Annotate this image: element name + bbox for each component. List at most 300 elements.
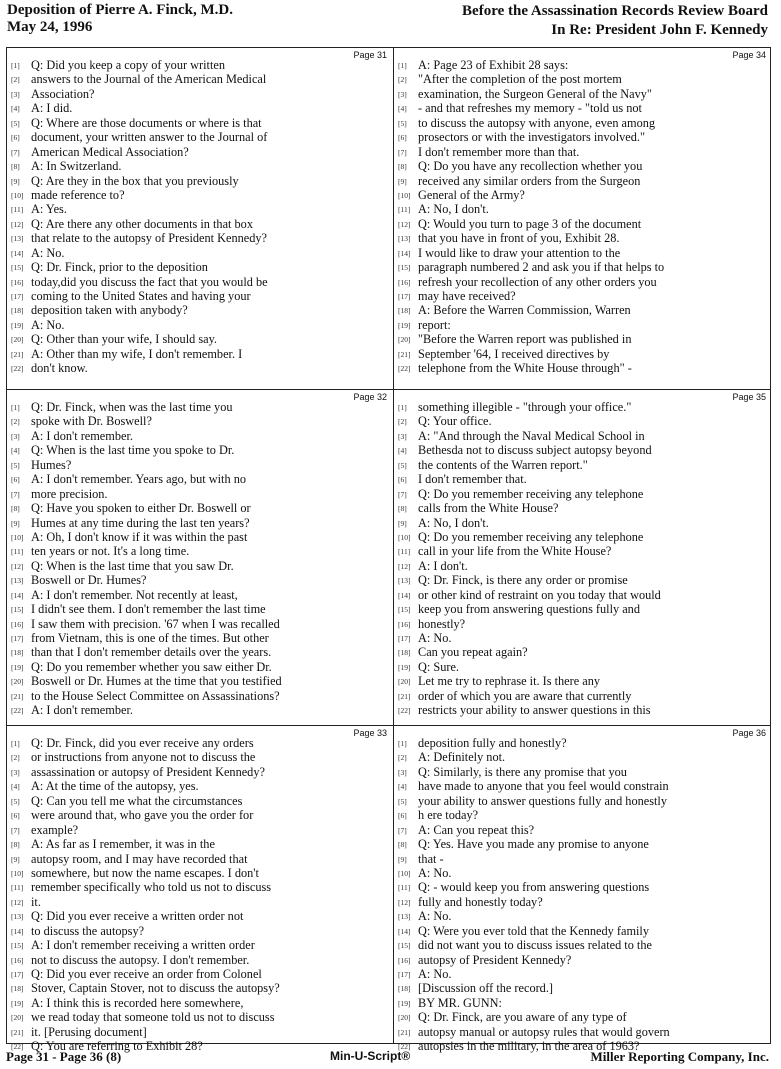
line-number: [14]: [11, 590, 24, 600]
transcript-line: [398, 72, 770, 86]
line-text: autopsy manual or autopsy rules that would govern: [418, 1024, 670, 1039]
transcript-line: [11, 588, 391, 602]
line-number: [9]: [398, 854, 407, 864]
line-number: [7]: [11, 147, 20, 157]
line-number: [20]: [11, 1013, 24, 1023]
line-text: Q: Are they in the box that you previously: [31, 173, 239, 188]
line-text: Q: Dr. Finck, did you ever receive any orders: [31, 736, 254, 750]
line-text: ten years or not. It's a long time.: [31, 544, 190, 559]
transcript-line: [11, 617, 391, 631]
transcript-line: [11, 231, 391, 245]
line-number: [22]: [11, 706, 24, 716]
transcript-line: [398, 472, 770, 486]
line-text: Humes at any time during the last ten years?: [31, 515, 250, 530]
line-number: [2]: [11, 417, 20, 427]
line-text: A: No.: [418, 865, 452, 880]
transcript-line: [398, 159, 770, 173]
transcript-line: [11, 289, 391, 303]
transcript-line: [11, 275, 391, 289]
line-number: [19]: [11, 998, 24, 1008]
line-text: A: Oh, I don't know if it was within the past: [31, 529, 248, 544]
line-number: [11]: [398, 883, 411, 893]
line-text: Bethesda not to discuss subject autopsy beyond: [418, 443, 652, 458]
transcript-line: [398, 130, 770, 144]
line-number: [3]: [398, 89, 407, 99]
transcript-line: [11, 981, 391, 995]
transcript-line: [398, 87, 770, 101]
line-number: [8]: [398, 162, 407, 172]
transcript-line: [398, 116, 770, 130]
line-text: A: Definitely not.: [418, 750, 506, 765]
line-number: [16]: [398, 619, 411, 629]
line-text: autopsies in the military, in the area of 1963?: [418, 1039, 640, 1054]
line-text: Q: Were you ever told that the Kennedy family: [418, 923, 649, 938]
line-text: "After the completion of the post mortem: [418, 72, 622, 87]
transcript-line: [11, 332, 391, 346]
line-text: "Before the Warren report was published in: [418, 332, 632, 347]
line-number: [13]: [11, 576, 24, 586]
transcript-line: [11, 631, 391, 645]
line-number: [10]: [398, 190, 411, 200]
line-number: [11]: [11, 205, 24, 215]
transcript-line: [398, 967, 770, 981]
line-number: [7]: [11, 489, 20, 499]
transcript-line: [398, 996, 770, 1010]
transcript-line: [398, 188, 770, 202]
line-number: [3]: [398, 431, 407, 441]
line-text: Boswell or Dr. Humes?: [31, 573, 147, 588]
line-number: [1]: [398, 61, 407, 70]
transcript-lines: [398, 58, 770, 376]
line-text: A: No.: [31, 317, 65, 332]
line-number: [2]: [398, 753, 407, 763]
line-number: [1]: [398, 403, 407, 412]
transcript-line: [398, 544, 770, 558]
line-text: somewhere, but now the name escapes. I don't: [31, 865, 259, 880]
line-text: Q: Dr. Finck, is there any order or promise: [418, 573, 628, 588]
line-text: your ability to answer questions fully and honestly: [418, 793, 667, 808]
transcript-line: [11, 116, 391, 130]
transcript-line: [398, 1010, 770, 1024]
transcript-line: [398, 573, 770, 587]
line-text: A: Page 23 of Exhibit 28 says:: [418, 58, 569, 72]
line-text: A: I don't remember.: [31, 428, 133, 443]
transcript-line: [11, 837, 391, 851]
line-number: [18]: [11, 984, 24, 994]
line-number: [16]: [398, 277, 411, 287]
transcript-line: [398, 58, 770, 72]
line-number: [15]: [11, 263, 24, 273]
line-text: A: No.: [418, 909, 452, 924]
transcript-page: [398, 48, 770, 388]
transcript-lines: [11, 58, 391, 376]
line-number: [11]: [11, 547, 24, 557]
line-number: [7]: [398, 825, 407, 835]
line-number: [6]: [11, 811, 20, 821]
line-text: A: Yes.: [31, 202, 67, 217]
transcript-line: [11, 101, 391, 115]
line-text: Q: Have you spoken to either Dr. Boswell or: [31, 501, 251, 516]
line-number: [7]: [398, 489, 407, 499]
line-text: Humes?: [31, 457, 72, 472]
line-number: [21]: [11, 349, 24, 359]
transcript-line: [398, 275, 770, 289]
line-text: examination, the Surgeon General of the Navy": [418, 86, 652, 101]
line-number: [2]: [398, 417, 407, 427]
line-number: [6]: [398, 133, 407, 143]
transcript-line: [398, 559, 770, 573]
line-number: [21]: [11, 691, 24, 701]
transcript-line: [11, 246, 391, 260]
line-number: [9]: [398, 518, 407, 528]
transcript-line: [11, 736, 391, 750]
line-text: to discuss the autopsy?: [31, 923, 145, 938]
line-number: [3]: [11, 89, 20, 99]
line-text: document, your written answer to the Journal of: [31, 130, 268, 145]
line-text: today,did you discuss the fact that you would be: [31, 274, 268, 289]
page-number: Page 36: [732, 728, 766, 738]
transcript-line: [398, 703, 770, 717]
line-text: General of the Army?: [418, 187, 525, 202]
line-number: [17]: [11, 292, 24, 301]
transcript-line: [398, 924, 770, 938]
line-text: A: No, I don't.: [418, 202, 489, 217]
line-number: [17]: [398, 970, 411, 979]
line-text: Q: Did you ever receive an order from Colonel: [31, 967, 262, 981]
transcript-line: [11, 779, 391, 793]
line-number: [10]: [398, 532, 411, 542]
line-text: Q: Do you remember receiving any telephone: [418, 529, 644, 544]
transcript-line: [398, 953, 770, 967]
transcript-line: [11, 429, 391, 443]
transcript-line: [11, 72, 391, 86]
board-title: Before the Assassination Records Review Board: [462, 3, 768, 19]
line-text: A: I think this is recorded here somewhere,: [31, 995, 244, 1010]
line-text: Stover, Captain Stover, not to discuss the autopsy?: [31, 981, 280, 996]
deposition-date: May 24, 1996: [7, 19, 93, 35]
transcript-line: [398, 765, 770, 779]
line-text: honestly?: [418, 616, 466, 631]
line-number: [13]: [11, 912, 24, 922]
line-text: Q: Are there any other documents in that box: [31, 216, 253, 231]
line-text: A: In Switzerland.: [31, 159, 122, 174]
transcript-line: [398, 487, 770, 501]
page-number: Page 34: [732, 50, 766, 60]
line-text: or other kind of restraint on you today that would: [418, 587, 661, 602]
transcript-line: [398, 736, 770, 750]
line-text: telephone from the White House through" -: [418, 361, 632, 376]
line-number: [8]: [11, 840, 20, 850]
transcript-line: [398, 516, 770, 530]
transcript-line: [398, 332, 770, 346]
line-text: A: I don't remember. Years ago, but with no: [31, 472, 246, 487]
transcript-line: [11, 938, 391, 952]
transcript-line: [398, 174, 770, 188]
line-number: [4]: [11, 446, 20, 456]
line-number: [4]: [398, 782, 407, 792]
transcript-line: [11, 909, 391, 923]
line-text: call in your life from the White House?: [418, 544, 612, 559]
line-number: [5]: [11, 118, 20, 128]
line-number: [12]: [11, 897, 24, 907]
transcript-line: [398, 318, 770, 332]
line-text: fully and honestly today?: [418, 894, 543, 909]
min-u-script-mark: Min-U-Script®: [330, 1049, 411, 1063]
transcript-line: [398, 231, 770, 245]
line-text: calls from the White House?: [418, 501, 559, 516]
line-text: Q: Did you ever receive a written order not: [31, 909, 244, 924]
line-text: Q: Can you tell me what the circumstances: [31, 793, 243, 808]
line-number: [19]: [11, 320, 24, 330]
line-number: [18]: [398, 984, 411, 994]
line-number: [10]: [11, 190, 24, 200]
line-number: [2]: [398, 75, 407, 85]
line-number: [16]: [11, 277, 24, 287]
transcript-line: [398, 750, 770, 764]
line-text: Q: Do you have any recollection whether you: [418, 159, 643, 174]
line-text: Q: You are referring to Exhibit 28?: [31, 1039, 203, 1054]
line-number: [12]: [398, 897, 411, 907]
line-number: [11]: [398, 205, 411, 215]
transcript-lines: [398, 400, 770, 718]
transcript-line: [398, 938, 770, 952]
transcript-line: [11, 866, 391, 880]
transcript-line: [11, 602, 391, 616]
transcript-line: [398, 443, 770, 457]
line-number: [15]: [398, 263, 411, 273]
line-text: A: I did.: [31, 101, 73, 116]
transcript-line: [11, 361, 391, 375]
line-number: [19]: [398, 662, 411, 672]
line-text: refresh your recollection of any other orders you: [418, 274, 657, 289]
line-number: [20]: [11, 677, 24, 687]
line-text: Q: Yes. Have you made any promise to anyone: [418, 837, 649, 852]
line-text: the contents of the Warren report.": [418, 457, 588, 472]
line-text: - and that refreshes my memory - "told us not: [418, 101, 642, 116]
line-text: I don't remember that.: [418, 472, 527, 487]
line-text: remember specifically who told us not to discuss: [31, 880, 272, 895]
line-text: Q: When is the last time that you saw Dr.: [31, 558, 234, 573]
transcript-line: [11, 703, 391, 717]
transcript-line: [398, 880, 770, 894]
transcript-line: [11, 794, 391, 808]
transcript-line: [398, 645, 770, 659]
transcript-line: [398, 361, 770, 375]
transcript-line: [11, 573, 391, 587]
line-text: A: Other than my wife, I don't remember. I: [31, 346, 243, 361]
transcript-line: [398, 588, 770, 602]
line-text: Q: Similarly, is there any promise that you: [418, 764, 627, 779]
line-text: more precision.: [31, 486, 108, 501]
line-number: [9]: [11, 518, 20, 528]
transcript-line: [11, 808, 391, 822]
line-text: I don't remember more than that.: [418, 144, 580, 159]
line-number: [1]: [11, 739, 20, 748]
line-number: [16]: [11, 619, 24, 629]
line-text: A: "And through the Naval Medical School in: [418, 428, 645, 443]
line-number: [14]: [398, 926, 411, 936]
transcript-line: [398, 617, 770, 631]
line-text: prosectors or with the investigators involved.": [418, 130, 646, 145]
line-text: A: Before the Warren Commission, Warren: [418, 303, 631, 318]
line-number: [1]: [11, 61, 20, 70]
line-text: Q: Dr. Finck, prior to the deposition: [31, 260, 208, 275]
transcript-line: [398, 895, 770, 909]
transcript-line: [398, 689, 770, 703]
line-text: may have received?: [418, 289, 516, 303]
line-number: [9]: [398, 176, 407, 186]
transcript-line: [11, 765, 391, 779]
line-text: A: As far as I remember, it was in the: [31, 837, 215, 852]
transcript-line: [11, 58, 391, 72]
line-text: A: No.: [418, 631, 452, 645]
line-number: [21]: [11, 1027, 24, 1037]
transcript-line: [398, 347, 770, 361]
case-title: In Re: President John F. Kennedy: [551, 22, 768, 38]
line-number: [19]: [11, 662, 24, 672]
line-number: [4]: [398, 446, 407, 456]
line-text: answers to the Journal of the American Medical: [31, 72, 267, 87]
transcript-line: [11, 501, 391, 515]
line-number: [6]: [11, 133, 20, 143]
line-number: [5]: [398, 118, 407, 128]
line-number: [13]: [398, 576, 411, 586]
line-text: that -: [418, 851, 444, 866]
line-text: September '64, I received directives by: [418, 346, 610, 361]
line-number: [12]: [398, 219, 411, 229]
line-number: [21]: [398, 1027, 411, 1037]
transcript-line: [398, 429, 770, 443]
transcript-line: [11, 516, 391, 530]
line-text: that relate to the autopsy of President Kennedy?: [31, 231, 267, 246]
line-text: Q: Do you remember whether you saw either Dr.: [31, 659, 272, 674]
line-text: Q: When is the last time you spoke to Dr.: [31, 443, 235, 458]
transcript-line: [11, 660, 391, 674]
transcript-page: [398, 390, 770, 724]
line-number: [4]: [398, 104, 407, 114]
line-number: [10]: [398, 868, 411, 878]
line-text: or instructions from anyone not to discuss the: [31, 750, 256, 765]
transcript-line: [398, 458, 770, 472]
line-number: [20]: [11, 335, 24, 345]
line-text: [Discussion off the record.]: [418, 981, 554, 996]
line-number: [7]: [398, 147, 407, 157]
line-text: Q: Other than your wife, I should say.: [31, 332, 218, 347]
line-text: example?: [31, 822, 79, 837]
transcript-line: [11, 174, 391, 188]
deponent-title: Deposition of Pierre A. Finck, M.D.: [7, 2, 233, 18]
transcript-line: [11, 145, 391, 159]
line-text: order of which you are aware that currently: [418, 688, 632, 703]
line-text: than that I don't remember details over the years.: [31, 645, 272, 660]
line-number: [4]: [11, 782, 20, 792]
transcript-lines: [11, 400, 391, 718]
line-number: [14]: [11, 926, 24, 936]
line-text: it. [Perusing document]: [31, 1024, 147, 1039]
line-text: Let me try to rephrase it. Is there any: [418, 674, 600, 689]
line-number: [5]: [11, 460, 20, 470]
line-number: [5]: [11, 796, 20, 806]
transcript-page: [11, 48, 391, 388]
line-text: made reference to?: [31, 187, 125, 202]
line-text: paragraph numbered 2 and ask you if that helps to: [418, 260, 665, 275]
transcript-line: [11, 750, 391, 764]
line-number: [18]: [398, 648, 411, 658]
transcript-line: [11, 823, 391, 837]
transcript-line: [11, 318, 391, 332]
line-text: keep you from answering questions fully and: [418, 602, 640, 617]
line-number: [9]: [11, 176, 20, 186]
transcript-lines: [398, 736, 770, 1054]
line-text: were around that, who gave you the order for: [31, 808, 254, 823]
line-text: received any similar orders from the Surgeon: [418, 173, 641, 188]
line-text: deposition fully and honestly?: [418, 736, 567, 750]
line-number: [15]: [398, 941, 411, 951]
transcript-line: [398, 303, 770, 317]
page-number: Page 33: [353, 728, 387, 738]
line-text: Q: Sure.: [418, 659, 459, 674]
transcript-line: [11, 400, 391, 414]
line-text: report:: [418, 317, 451, 332]
transcript-line: [398, 808, 770, 822]
line-text: BY MR. GUNN:: [418, 995, 502, 1010]
transcript-line: [398, 217, 770, 231]
line-number: [3]: [398, 767, 407, 777]
line-number: [19]: [398, 998, 411, 1008]
line-number: [21]: [398, 349, 411, 359]
line-text: American Medical Association?: [31, 144, 189, 159]
line-number: [21]: [398, 691, 411, 701]
transcript-line: [11, 202, 391, 216]
line-number: [2]: [11, 75, 20, 85]
line-text: from Vietnam, this is one of the times. But other: [31, 631, 269, 645]
transcript-line: [398, 909, 770, 923]
line-number: [17]: [11, 970, 24, 979]
transcript-line: [11, 414, 391, 428]
transcript-line: [11, 559, 391, 573]
line-number: [18]: [11, 648, 24, 658]
line-number: [19]: [398, 320, 411, 330]
line-number: [4]: [11, 104, 20, 114]
line-number: [15]: [398, 605, 411, 615]
transcript-line: [398, 1025, 770, 1039]
line-text: Q: Would you turn to page 3 of the document: [418, 216, 642, 231]
transcript-line: [398, 866, 770, 880]
line-number: [12]: [11, 561, 24, 571]
line-number: [16]: [398, 955, 411, 965]
transcript-line: [11, 880, 391, 894]
line-number: [20]: [398, 1013, 411, 1023]
line-text: something illegible - "through your office.": [418, 400, 632, 414]
line-text: A: No, I don't.: [418, 515, 489, 530]
line-text: A: At the time of the autopsy, yes.: [31, 779, 199, 794]
line-text: have made to anyone that you feel would constrain: [418, 779, 669, 794]
line-text: A: No.: [31, 245, 65, 260]
line-number: [10]: [11, 868, 24, 878]
transcript-line: [398, 602, 770, 616]
line-number: [11]: [398, 547, 411, 557]
transcript-line: [11, 895, 391, 909]
transcript-lines: [11, 736, 391, 1054]
transcript-line: [398, 823, 770, 837]
line-text: I saw them with precision. '67 when I was recalled: [31, 616, 280, 631]
transcript-line: [398, 101, 770, 115]
page-number: Page 31: [353, 50, 387, 60]
line-number: [16]: [11, 955, 24, 965]
page-range: Page 31 - Page 36 (8): [6, 1049, 122, 1064]
transcript-line: [11, 674, 391, 688]
line-number: [12]: [398, 561, 411, 571]
